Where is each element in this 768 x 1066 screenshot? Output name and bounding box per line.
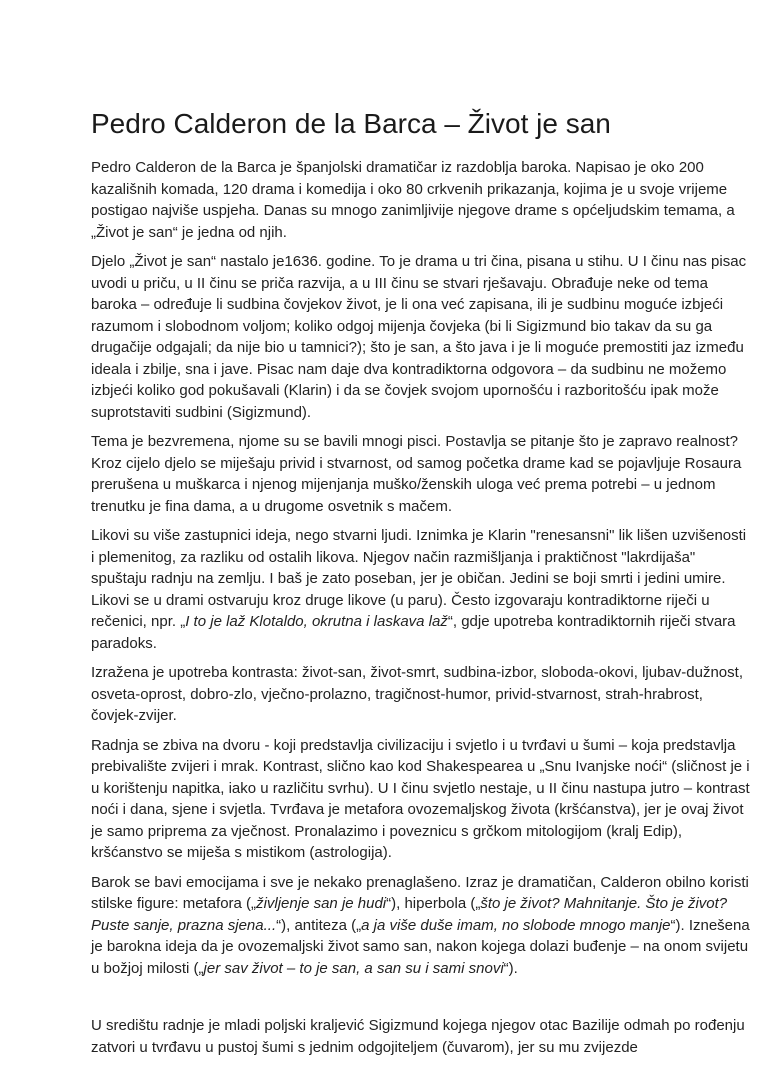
quote-italic: življenje san je hudi bbox=[256, 895, 387, 912]
text-run: “), antiteza („ bbox=[276, 916, 362, 934]
paragraph-8 bbox=[91, 1015, 751, 1058]
text-run: “, gdje upotreba kontradiktornih riječi stvara paradoks. bbox=[91, 613, 736, 652]
text-run: Barok se bavi emocijama i sve je nekako prenaglašeno. Izraz je dramatičan, Calderon obilno koristi stilske figure: metafora („ bbox=[91, 873, 749, 912]
text-run: “), hiperbola („ bbox=[386, 895, 481, 912]
text-run: Pedro Calderon de la Barca je španjolski dramatičar iz razdoblja baroka. Napisao je oko 200 kazališnih komada, 120 drama i komedija i oko 80 crkvenih prikazanja, kojima je u svoje vrijeme postigao najviše uspjeha. Danas su mnogo zanimljivije njegove drame s općeljudskim temama, a „Život je san“ je jedna od njih. bbox=[91, 159, 735, 241]
paragraph-6 bbox=[91, 735, 751, 864]
text-run: Izražena je upotreba kontrasta: život-san, život-smrt, sudbina-izbor, sloboda-okovi, ljubav-dužnost, osveta-oprost, dobro-zlo, vječno-prolazno, tragičnost-humor, privid-stvarnost, strah-hrabrost, čovjek-zvijer. bbox=[91, 664, 743, 724]
text-run: Likovi su više zastupnici ideja, nego stvarni ljudi. Iznimka je Klarin "renesansni" lik lišen uzvišenosti i plemenitog, za razliku od ostalih likova. Njegov način razmišljanja i praktičnost "lakrdijaša" spuštaju radnju na zemlju. I baš je zato poseban, jer je običan. Jedini se boji smrti i jedini umire. Likovi se u drami ostvaruju kroz druge likove (u paru). Često izgovaraju kontradiktorne riječi u rečenici, npr. „ bbox=[91, 527, 747, 630]
text-run: “). bbox=[503, 959, 518, 977]
text-run: “). Iznešena je barokna ideja da je ovozemaljski život samo san, nakon kojega dolazi buđenje – na onom svijetu u božjoj milosti („ bbox=[91, 916, 750, 977]
paragraph-4 bbox=[91, 525, 751, 654]
document-title: Pedro Calderon de la Barca – Život je san bbox=[91, 108, 611, 139]
text-run: Tema je bezvremena, njome su se bavili mnogi pisci. Postavlja se pitanje što je zapravo realnost? Kroz cijelo djelo se miješaju privid i stvarnost, od samog početka drame kad se pojavljuje Rosaura prerušena u muškarca i njenog mijenjanja muško/ženskih uloga već prema potrebi – u jednom trenutku je fina dama, a u drugome osvetnik s mačem. bbox=[91, 433, 742, 515]
quote-italic: jer sav život – to je san, a san su i sami snovi bbox=[203, 959, 504, 977]
text-run: Djelo „Život je san“ nastalo je1636. godine. To je drama u tri čina, pisana u stihu. U I činu nas pisac uvodi u priču, u II činu se priča razvija, a u III činu se stvari rješavaju. Obrađuje neke od tema baroka – određuje li sudbina čovjekov život, je li ona već zapisana, ili je sudbinu moguće izbjeći razumom i slobodnom voljom; koliko odgoj mijenja čovjeka (bi li Sigizmund bio takav da su ga drugačije odgajali; da nije bio u tamnici?); što je san, a što java i je li moguće premostiti jaz između ideala i zbilje, sna i jave. Pisac nam daje dva kontradiktorna odgovora – da sudbinu ne možemo izbjeći koliko god pokušavali (Klarin) i da se čovjek svojom upornošću i razboritošću ipak može suprotstaviti sudbini (Sigizmund). bbox=[91, 253, 747, 421]
quote-italic: a ja više duše imam, no slobode mnogo manje bbox=[361, 916, 671, 934]
paragraph-3 bbox=[91, 431, 751, 517]
document-body bbox=[91, 157, 751, 1066]
text-run: Radnja se zbiva na dvoru - koji predstavlja civilizaciju i svjetlo i u tvrđavi u šumi – koja predstavlja prebivalište zvijeri i mrak. Kontrast, slično kao kod Shakespearea u „Snu Ivanjske noći“ (sličnost je i u korištenju napitka, iako u različitu svrhu). U I činu svjetlo nestaje, u II činu nastupa jutro – kontrast noći i dana, sjene i svjetla. Tvrđava je metafora ovozemaljskog života (kršćanstva), jer je ovaj život je samo priprema za vječnost. Pronalazimo i poveznicu s grčkom mitologijom (kralj Edip), kršćanstvo se miješa s mistikom (astrologija). bbox=[91, 736, 750, 861]
quote-italic: I to je laž Klotaldo, okrutna i laskava laž bbox=[185, 613, 448, 630]
quote-italic: što je život? Mahnitanje. Što je život? Puste sanje, prazna sjena... bbox=[91, 895, 728, 934]
paragraph-5 bbox=[91, 662, 751, 727]
paragraph-2 bbox=[91, 251, 751, 423]
paragraph-7 bbox=[91, 872, 751, 980]
paragraph-1 bbox=[91, 157, 751, 243]
text-run: U središtu radnje je mladi poljski kraljević Sigizmund kojega njegov otac Bazilije odmah po rođenju zatvori u tvrđavu u pustoj šumi s jednim odgojiteljem (čuvarom), jer su mu zvijezde bbox=[91, 1017, 745, 1056]
